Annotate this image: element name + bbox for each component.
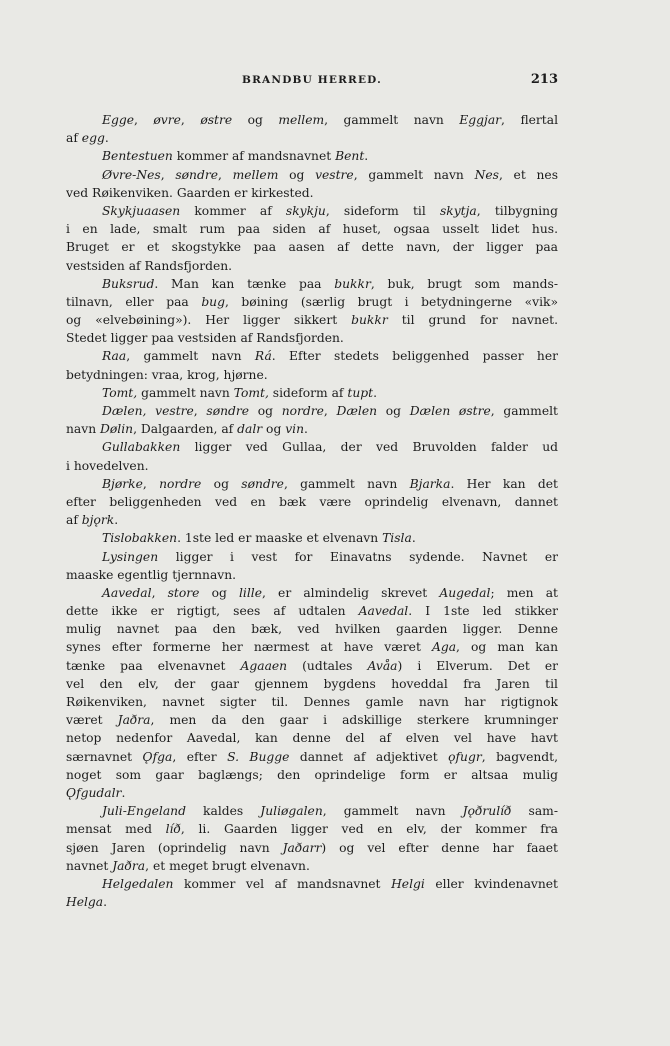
page-number: 213 bbox=[530, 72, 558, 87]
text-line: Juli-Engeland kaldes Juliøgalen, gammelt navn Jǫðrulíð sam- bbox=[102, 804, 558, 819]
text-line: Helgedalen kommer vel af mandsnavnet Helgi eller kvindenavnet bbox=[102, 876, 558, 891]
text-line: vel den elv, der gaar gjennem bygdens hoveddal fra Jaren til bbox=[66, 676, 558, 691]
text-line: dette ikke er rigtigt, sees af udtalen Aavedal. I 1ste led stikker bbox=[66, 604, 558, 619]
text-line: Bruget er et skogstykke paa aasen af dette navn, der ligger paa bbox=[66, 240, 558, 255]
text-line: Bentestuen kommer af mandsnavnet Bent. bbox=[102, 149, 369, 164]
text-line: af bjǫrk. bbox=[66, 513, 119, 528]
text-line: Tislobakken. 1ste led er maaske et elvenavn Tisla. bbox=[102, 531, 416, 546]
text-line: Helga. bbox=[66, 895, 108, 910]
text-line: Lysingen ligger i vest for Einavatns sydende. Navnet er bbox=[102, 549, 558, 564]
text-line: synes efter formerne her nærmest at have været Aga, og man kan bbox=[66, 640, 558, 655]
text-line: sjøen Jaren (oprindelig navn Jaðarr) og vel efter denne har faaet bbox=[66, 840, 558, 855]
text-line: ved Røikenviken. Gaarden er kirkested. bbox=[66, 185, 314, 200]
text-line: Aavedal, store og lille, er almindelig skrevet Augedal; men at bbox=[102, 585, 558, 600]
text-line: Egge, øvre, østre og mellem, gammelt navn Eggjar, flertal bbox=[102, 113, 558, 127]
text-line: i en lade, smalt rum paa siden af huset, ogsaa usselt lidet hus. bbox=[66, 222, 558, 237]
text-line: Dælen, vestre, søndre og nordre, Dælen og Dælen østre, gammelt bbox=[102, 404, 558, 418]
text-line: og «elvebøining»). Her ligger sikkert bukkr til grund for navnet. bbox=[66, 313, 558, 328]
running-title: BRANDBU HERRED. bbox=[242, 74, 382, 86]
text-line: i hovedelven. bbox=[66, 458, 149, 473]
text-line: mensat med líð, li. Gaarden ligger ved en elv, der kommer fra bbox=[66, 822, 558, 837]
text-line: været Jaðra, men da den gaar i adskillige sterkere krumninger bbox=[66, 713, 558, 728]
text-line: navnet Jaðra, et meget brugt elvenavn. bbox=[66, 858, 310, 873]
text-line: noget som gaar baglængs; den oprindelige form er altsaa mulig bbox=[66, 767, 558, 782]
text-line: Skykjuaasen kommer af skykju, sideform til skytja, tilbygning bbox=[102, 203, 558, 218]
text-line: Buksrud. Man kan tænke paa bukkr, buk, brugt som mands- bbox=[102, 276, 558, 291]
text-line: Øvre-Nes, søndre, mellem og vestre, gammelt navn Nes, et nes bbox=[102, 167, 558, 182]
text-line: mulig navnet paa den bæk, ved hvilken gaarden ligger. Denne bbox=[66, 622, 558, 637]
text-line: vestsiden af Randsfjorden. bbox=[66, 258, 233, 273]
text-line: tænke paa elvenavnet Agaaen (udtales Avåa) i Elverum. Det er bbox=[66, 658, 558, 673]
text-line: Tomt, gammelt navn Tomt, sideform af tupt. bbox=[102, 385, 377, 400]
text-line: tilnavn, eller paa bug, bøining (særlig brugt i betydningerne «vik» bbox=[66, 294, 558, 309]
text-line: betydningen: vraa, krog, hjørne. bbox=[66, 367, 268, 382]
text-line: Ǫfgudalr. bbox=[66, 785, 126, 800]
page-header bbox=[66, 74, 558, 94]
text-line: Raa, gammelt navn Rá. Efter stedets beliggenhed passer her bbox=[102, 349, 558, 364]
text-line: efter beliggenheden ved en bæk være oprindelig elvenavn, dannet bbox=[66, 494, 558, 509]
text-line: særnavnet Ǫfga, efter S. Bugge dannet af adjektivet ǫfugr, bagvendt, bbox=[66, 749, 558, 764]
text-line: Bjørke, nordre og søndre, gammelt navn Bjarka. Her kan det bbox=[102, 476, 558, 491]
body-text bbox=[66, 111, 558, 911]
text-line: af egg. bbox=[66, 131, 109, 146]
text-line: maaske egentlig tjernnavn. bbox=[66, 567, 237, 582]
text-line: netop nedenfor Aavedal, kan denne del af elven vel have havt bbox=[66, 731, 558, 746]
text-line: Røikenviken, navnet sigter til. Dennes gamle navn har rigtignok bbox=[66, 695, 558, 709]
text-line: Gullabakken ligger ved Gullaa, der ved Bruvolden falder ud bbox=[102, 440, 558, 455]
text-line: navn Dølin, Dalgaarden, af dalr og vin. bbox=[66, 422, 308, 437]
text-line: Stedet ligger paa vestsiden af Randsfjorden. bbox=[66, 331, 344, 346]
